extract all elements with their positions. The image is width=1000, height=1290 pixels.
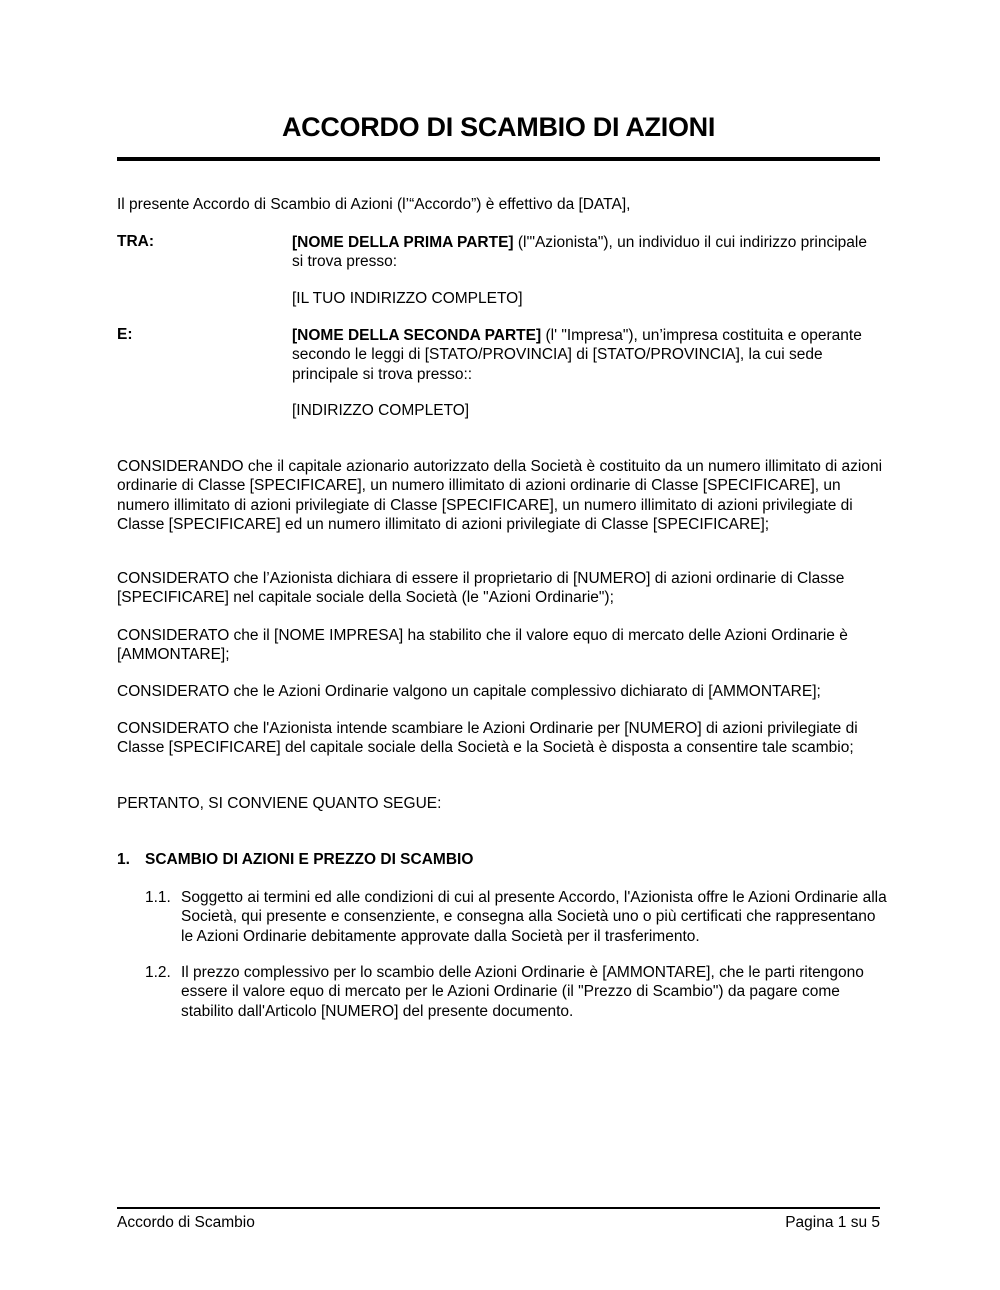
party-first-description: [292, 233, 882, 272]
party-label-second: E:: [117, 326, 133, 343]
party-first-name: [NOME DELLA PRIMA PARTE]: [292, 234, 514, 251]
clause-number: 1.2.: [145, 964, 171, 981]
party-second-name: [NOME DELLA SECONDA PARTE]: [292, 327, 542, 344]
section-number: 1.: [117, 851, 130, 868]
section-title: SCAMBIO DI AZIONI E PREZZO DI SCAMBIO: [145, 851, 474, 868]
intro-paragraph: Il presente Accordo di Scambio di Azioni (l’“Accordo”) è effettivo da [DATA],: [117, 196, 631, 213]
recital-4: CONSIDERATO che le Azioni Ordinarie valgono un capitale complessivo dichiarato di [AMMONTARE];: [117, 683, 821, 700]
clause-1-2: [145, 963, 890, 1021]
party-second-text: (l' "Impresa"), un’impresa costituita e operante secondo le leggi di [STATO/PROVINCIA] di [STATO/PROVINCIA], la cui sede principale si trova presso::: [292, 327, 862, 383]
recital-3: CONSIDERATO che il [NOME IMPRESA] ha stabilito che il valore equo di mercato delle Azioni Ordinarie è [AMMONTARE];: [117, 627, 848, 664]
title-divider: [117, 157, 880, 161]
recital-1: CONSIDERANDO che il capitale azionario autorizzato della Società è costituito da un numero illimitato di azioni ordinarie di Classe [SPECIFICARE], un numero illimitato di azioni ordinarie di Classe [SPECIFICARE], un numero illimitato di azioni privilegiate di Classe [SPECIFICARE], un numero illimitato di azioni privilegiate di Classe [SPECIFICARE] ed un numero illimitato di azioni privilegiate di Classe [SPECIFICARE];: [117, 458, 883, 534]
section-heading-1: [117, 851, 473, 869]
document-title: ACCORDO DI SCAMBIO DI AZIONI: [281, 112, 716, 142]
clause-text: Soggetto ai termini ed alle condizioni di cui al presente Accordo, l'Azionista offre le Azioni Ordinarie alla Società, qui presente e consenziente, e consegna alla Società uno o più certificati che rappresentano le Azioni Ordinarie debitamente approvate dalla Società per il trasferimento.: [181, 889, 887, 945]
party-second-description: [292, 326, 882, 384]
footer-divider: [117, 1207, 880, 1209]
clause-number: 1.1.: [145, 889, 171, 906]
party-first-address: [IL TUO INDIRIZZO COMPLETO]: [292, 290, 523, 307]
recital-2: CONSIDERATO che l’Azionista dichiara di essere il proprietario di [NUMERO] di azioni ordinarie di Classe [SPECIFICARE] nel capitale sociale della Società (le "Azioni Ordinarie");: [117, 570, 845, 607]
therefore-statement: PERTANTO, SI CONVIENE QUANTO SEGUE:: [117, 795, 442, 812]
footer-document-name: Accordo di Scambio: [117, 1214, 255, 1231]
clause-text: Il prezzo complessivo per lo scambio delle Azioni Ordinarie è [AMMONTARE], che le parti ritengono essere il valore equo di mercato per le Azioni Ordinarie (il "Prezzo di Scambio") da pagare come stabilito dall'Articolo [NUMERO] del presente documento.: [181, 964, 864, 1020]
clause-1-1: [145, 888, 890, 946]
recital-5: CONSIDERATO che l'Azionista intende scambiare le Azioni Ordinarie per [NUMERO] di azioni privilegiate di Classe [SPECIFICARE] del capitale sociale della Società e la Società è disposta a consentire tale scambio;: [117, 720, 858, 757]
party-first-text: (l'"Azionista"), un individuo il cui indirizzo principale si trova presso:: [292, 234, 867, 271]
party-label-first: TRA:: [117, 233, 155, 250]
party-second-address: [INDIRIZZO COMPLETO]: [292, 402, 470, 419]
footer-page-number: Pagina 1 su 5: [785, 1214, 880, 1231]
